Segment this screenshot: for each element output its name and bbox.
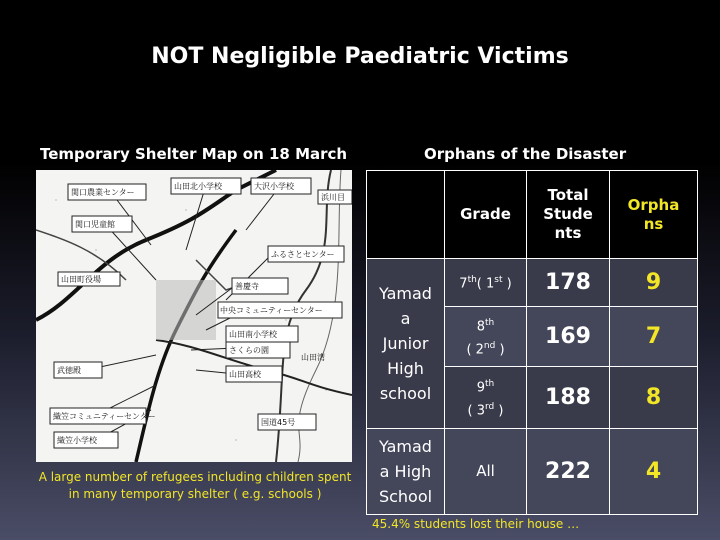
grade-cell: 9th ( 3rd ) <box>445 367 527 429</box>
header-empty <box>367 171 445 259</box>
map-label-b: 山田北小学校 <box>174 182 222 191</box>
map-label-n: 織笠コミュニティーセンター <box>53 412 156 421</box>
map-label-g: 山田町役場 <box>61 275 101 284</box>
map-label-p: 国道45号 <box>261 418 296 427</box>
caption-line-1: A large number of refugees including children spent <box>38 470 352 484</box>
map-label-a: 関口農業センター <box>71 188 135 197</box>
total-cell: 169 <box>527 307 610 367</box>
table-row <box>367 429 698 515</box>
grade-cell: 8th ( 2nd ) <box>445 307 527 367</box>
map-label-e: 関口児童館 <box>75 220 115 229</box>
junior-l1: Yamad <box>379 284 432 303</box>
orphans-cell: 7 <box>610 307 698 367</box>
header-orphans-l1: Orpha <box>627 195 680 214</box>
header-total-l3: nts <box>554 224 582 242</box>
table-header-row <box>367 171 698 259</box>
header-orphans <box>610 171 698 259</box>
map-caption <box>20 469 370 503</box>
map-label-m: 山田高校 <box>229 370 261 379</box>
map-label-i: 中央コミュニティーセンター <box>220 306 323 315</box>
slide-title: NOT Negligible Paediatric Victims <box>151 44 569 69</box>
table-heading: Orphans of the Disaster <box>424 145 627 163</box>
map-label-k: さくらの園 <box>229 346 269 355</box>
header-total-l1: Total <box>547 186 589 204</box>
school-junior <box>367 259 445 429</box>
shelter-map <box>36 170 352 462</box>
grade-cell: All <box>445 429 527 515</box>
map-label-h: 善慶寺 <box>235 282 259 291</box>
high-l1: Yamad <box>379 437 432 456</box>
grade-cell: 7th( 1st ) <box>445 259 527 307</box>
high-l2: a High <box>379 462 432 481</box>
orphans-cell: 4 <box>610 429 698 515</box>
map-label-q: 山田湾 <box>301 353 325 362</box>
total-cell: 188 <box>527 367 610 429</box>
caption-line-2: in many temporary shelter ( e.g. schools ) <box>68 487 322 501</box>
school-high <box>367 429 445 515</box>
orphans-table <box>366 170 698 515</box>
shelter-map-drawing <box>36 170 352 462</box>
header-total-students <box>527 171 610 259</box>
header-grade: Grade <box>445 171 527 259</box>
orphans-cell: 8 <box>610 367 698 429</box>
header-total-l2: Stude <box>543 205 593 223</box>
table-row <box>367 259 698 307</box>
total-cell: 178 <box>527 259 610 307</box>
junior-l4: High <box>387 359 424 378</box>
orphans-cell: 9 <box>610 259 698 307</box>
total-cell: 222 <box>527 429 610 515</box>
junior-l3: Junior <box>382 334 429 353</box>
town-block <box>156 280 216 340</box>
junior-l5: school <box>379 384 432 403</box>
map-label-f: ふるさとセンター <box>271 250 335 259</box>
map-label-j: 山田南小学校 <box>229 330 277 339</box>
junior-l2: a <box>400 309 411 328</box>
map-label-l: 武徳殿 <box>57 366 81 375</box>
high-l3: School <box>378 487 433 506</box>
header-orphans-l2: ns <box>643 214 664 233</box>
map-label-o: 織笠小学校 <box>57 436 97 445</box>
map-label-d: 浜川目 <box>321 193 345 202</box>
footnote: 45.4% students lost their house … <box>372 517 580 531</box>
map-label-c: 大沢小学校 <box>254 182 294 191</box>
map-heading: Temporary Shelter Map on 18 March <box>40 145 348 163</box>
